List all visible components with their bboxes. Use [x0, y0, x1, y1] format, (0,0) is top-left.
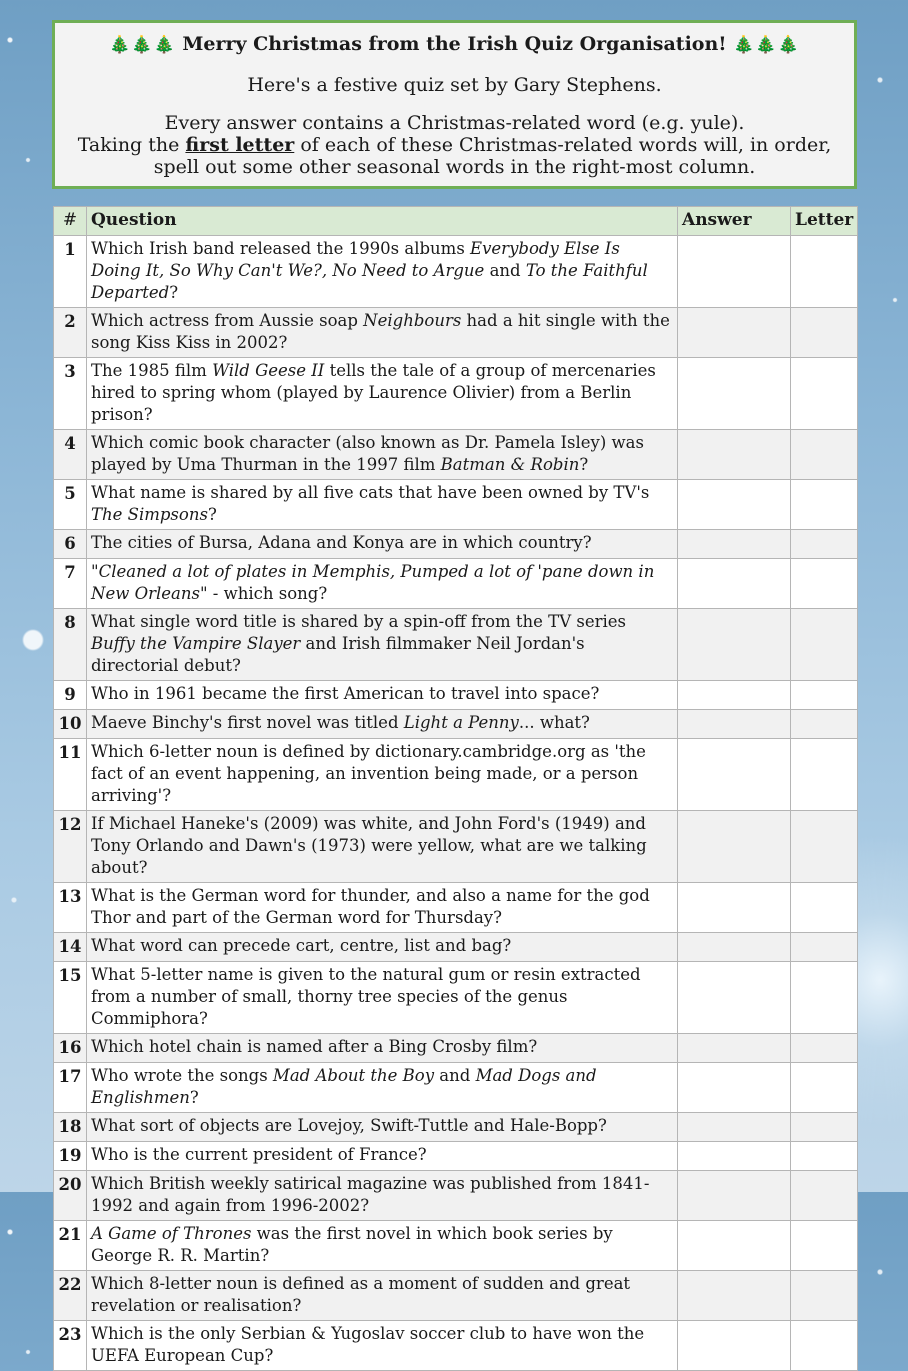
question-text	[87, 308, 678, 358]
question-title-italic: Wild Geese II	[212, 361, 325, 380]
quiz-table	[53, 206, 858, 1371]
quiz-table-body	[54, 236, 858, 1371]
question-text-segment: ... what?	[518, 713, 590, 732]
question-text	[87, 1321, 678, 1371]
answer-cell[interactable]	[678, 1171, 791, 1221]
question-text-segment: What 5-letter name is given to the natural gum or resin extracted from a number of small, thorny tree species of the genus Commiphora?	[91, 965, 641, 1028]
question-number: 4	[54, 430, 87, 480]
question-number: 6	[54, 530, 87, 559]
answer-cell[interactable]	[678, 1321, 791, 1371]
question-text-segment: Which actress from Aussie soap	[91, 311, 364, 330]
question-number: 18	[54, 1113, 87, 1142]
answer-cell[interactable]	[678, 1034, 791, 1063]
table-row	[54, 1221, 858, 1271]
question-text-segment: What sort of objects are Lovejoy, Swift-Tuttle and Hale-Bopp?	[91, 1116, 607, 1135]
question-title-italic: Batman & Robin	[440, 455, 580, 474]
answer-cell[interactable]	[678, 1063, 791, 1113]
table-row	[54, 358, 858, 430]
answer-cell[interactable]	[678, 811, 791, 883]
question-text-segment: If Michael Haneke's (2009) was white, and John Ford's (1949) and Tony Orlando and Dawn's (1973) were yellow, what are we talking about?	[91, 814, 647, 877]
answer-cell[interactable]	[678, 530, 791, 559]
letter-cell[interactable]	[791, 710, 858, 739]
question-text	[87, 430, 678, 480]
question-number: 15	[54, 962, 87, 1034]
question-number: 2	[54, 308, 87, 358]
question-number: 10	[54, 710, 87, 739]
answer-cell[interactable]	[678, 933, 791, 962]
instructions-line-2	[55, 134, 854, 178]
question-text-segment: Which Irish band released the 1990s albums	[91, 239, 471, 258]
question-text	[87, 739, 678, 811]
question-text	[87, 1063, 678, 1113]
question-number: 7	[54, 559, 87, 609]
answer-cell[interactable]	[678, 480, 791, 530]
letter-cell[interactable]	[791, 1113, 858, 1142]
table-row	[54, 1321, 858, 1371]
question-text	[87, 1221, 678, 1271]
table-row	[54, 1171, 858, 1221]
question-text-segment: and Irish filmmaker Neil Jordan's directorial debut?	[91, 634, 585, 675]
letter-cell[interactable]	[791, 811, 858, 883]
table-row	[54, 308, 858, 358]
letter-cell[interactable]	[791, 1063, 858, 1113]
instructions-text: of each of these Christmas-related words will, in order, spell out some other seasonal words in the right-most column.	[153, 134, 832, 178]
question-number: 3	[54, 358, 87, 430]
answer-cell[interactable]	[678, 1221, 791, 1271]
answer-cell[interactable]	[678, 609, 791, 681]
letter-cell[interactable]	[791, 739, 858, 811]
question-title-italic: To the Faithful Departed	[91, 261, 648, 302]
question-text-segment: Which 6-letter noun is defined by dictionary.cambridge.org as 'the fact of an event happening, an invention being made, or a person arriving'?	[91, 742, 646, 805]
table-row	[54, 681, 858, 710]
letter-cell[interactable]	[791, 883, 858, 933]
question-number: 16	[54, 1034, 87, 1063]
title-text: Merry Christmas from the Irish Quiz Organisation!	[182, 33, 727, 55]
table-row	[54, 1113, 858, 1142]
question-text	[87, 358, 678, 430]
letter-cell[interactable]	[791, 358, 858, 430]
question-text-segment: ?	[579, 455, 589, 474]
letter-cell[interactable]	[791, 530, 858, 559]
question-number: 11	[54, 739, 87, 811]
answer-cell[interactable]	[678, 308, 791, 358]
question-text	[87, 559, 678, 609]
table-row	[54, 933, 858, 962]
question-text	[87, 609, 678, 681]
quiz-instructions	[55, 112, 854, 178]
table-row	[54, 609, 858, 681]
question-number: 20	[54, 1171, 87, 1221]
first-letter-emphasis: first letter	[185, 134, 295, 156]
table-row	[54, 811, 858, 883]
letter-cell[interactable]	[791, 962, 858, 1034]
question-text	[87, 1113, 678, 1142]
question-title-italic: Buffy the Vampire Slayer	[91, 634, 301, 653]
question-text-segment: Who is the current president of France?	[91, 1145, 427, 1164]
question-text-segment: Which comic book character (also known as Dr. Pamela Isley) was played by Uma Thurman in the 1997 film	[91, 433, 644, 474]
column-header-letter: Letter	[791, 207, 858, 236]
question-text-segment: ?	[207, 505, 217, 524]
table-row	[54, 883, 858, 933]
question-number: 19	[54, 1142, 87, 1171]
quiz-intro-box	[52, 20, 857, 189]
question-text-segment: Which is the only Serbian & Yugoslav soccer club to have won the UEFA European Cup?	[91, 1324, 645, 1365]
question-text	[87, 1034, 678, 1063]
answer-cell[interactable]	[678, 1271, 791, 1321]
question-text	[87, 710, 678, 739]
question-number: 22	[54, 1271, 87, 1321]
question-number: 17	[54, 1063, 87, 1113]
question-number: 23	[54, 1321, 87, 1371]
letter-cell[interactable]	[791, 681, 858, 710]
letter-cell[interactable]	[791, 559, 858, 609]
question-text-segment: Who wrote the songs	[91, 1066, 273, 1085]
question-text	[87, 811, 678, 883]
answer-cell[interactable]	[678, 1113, 791, 1142]
question-title-italic: "Cleaned a lot of plates in Memphis, Pumped a lot of 'pane down in New Orleans"	[91, 562, 655, 603]
question-number: 21	[54, 1221, 87, 1271]
question-title-italic: The Simpsons	[91, 505, 208, 524]
question-text-segment: Which 8-letter noun is defined as a moment of sudden and great revelation or realisation?	[91, 1274, 631, 1315]
question-text-segment: Which British weekly satirical magazine was published from 1841-1992 and again from 1996-2002?	[91, 1174, 650, 1215]
letter-cell[interactable]	[791, 430, 858, 480]
answer-cell[interactable]	[678, 710, 791, 739]
question-text	[87, 933, 678, 962]
question-text	[87, 681, 678, 710]
answer-cell[interactable]	[678, 962, 791, 1034]
letter-cell[interactable]	[791, 480, 858, 530]
question-text-segment: was the first novel in which book series by George R. R. Martin?	[91, 1224, 613, 1265]
question-text-segment: Which hotel chain is named after a Bing Crosby film?	[91, 1037, 538, 1056]
question-text	[87, 883, 678, 933]
question-text	[87, 1142, 678, 1171]
question-number: 8	[54, 609, 87, 681]
table-row	[54, 236, 858, 308]
column-header-question: Question	[87, 207, 678, 236]
table-row	[54, 710, 858, 739]
question-text	[87, 480, 678, 530]
letter-cell[interactable]	[791, 1171, 858, 1221]
question-text-segment: The 1985 film	[91, 361, 213, 380]
letter-cell[interactable]	[791, 1142, 858, 1171]
answer-cell[interactable]	[678, 739, 791, 811]
table-row	[54, 530, 858, 559]
question-title-italic: Mad Dogs and Englishmen	[91, 1066, 597, 1107]
table-header-row	[54, 207, 858, 236]
table-row	[54, 739, 858, 811]
table-row	[54, 430, 858, 480]
table-row	[54, 1063, 858, 1113]
quiz-author-line: Here's a festive quiz set by Gary Stephens.	[247, 74, 662, 96]
question-text-segment: had a hit single with the song Kiss Kiss in 2002?	[91, 311, 670, 352]
letter-cell[interactable]	[791, 1221, 858, 1271]
table-row	[54, 1034, 858, 1063]
column-header-answer: Answer	[678, 207, 791, 236]
letter-cell[interactable]	[791, 933, 858, 962]
table-row	[54, 1142, 858, 1171]
instructions-text: Taking the	[77, 134, 186, 156]
answer-cell[interactable]	[678, 358, 791, 430]
table-row	[54, 962, 858, 1034]
question-text-segment: and	[484, 261, 526, 280]
question-text	[87, 236, 678, 308]
question-text-segment: ?	[189, 1088, 199, 1107]
column-header-number: #	[54, 207, 87, 236]
table-row	[54, 1271, 858, 1321]
question-text-segment: Who in 1961 became the first American to travel into space?	[91, 684, 600, 703]
answer-cell[interactable]	[678, 430, 791, 480]
question-text-segment: What is the German word for thunder, and also a name for the god Thor and part of the German word for Thursday?	[91, 886, 650, 927]
table-row	[54, 559, 858, 609]
question-text	[87, 1171, 678, 1221]
christmas-tree-icon: 🎄🎄🎄	[109, 35, 176, 55]
table-row	[54, 480, 858, 530]
answer-cell[interactable]	[678, 681, 791, 710]
question-text-segment: - which song?	[207, 584, 328, 603]
letter-cell[interactable]	[791, 1321, 858, 1371]
question-text-segment: What single word title is shared by a spin-off from the TV series	[91, 612, 626, 631]
question-number: 13	[54, 883, 87, 933]
question-text-segment: Maeve Binchy's first novel was titled	[91, 713, 404, 732]
question-text-segment: ?	[169, 283, 179, 302]
christmas-tree-icon: 🎄🎄🎄	[733, 35, 800, 55]
letter-cell[interactable]	[791, 1271, 858, 1321]
question-number: 5	[54, 480, 87, 530]
letter-cell[interactable]	[791, 308, 858, 358]
question-text	[87, 530, 678, 559]
quiz-title	[55, 33, 854, 56]
question-text-segment: What name is shared by all five cats that have been owned by TV's	[91, 483, 650, 502]
question-title-italic: Neighbours	[363, 311, 462, 330]
answer-cell[interactable]	[678, 1142, 791, 1171]
question-text-segment: What word can precede cart, centre, list and bag?	[91, 936, 512, 955]
question-number: 14	[54, 933, 87, 962]
letter-cell[interactable]	[791, 1034, 858, 1063]
answer-cell[interactable]	[678, 883, 791, 933]
letter-cell[interactable]	[791, 236, 858, 308]
question-text	[87, 962, 678, 1034]
question-text	[87, 1271, 678, 1321]
question-title-italic: Mad About the Boy	[272, 1066, 435, 1085]
question-title-italic: Everybody Else Is Doing It, So Why Can't We?, No Need to Argue	[91, 239, 620, 280]
question-text-segment: tells the tale of a group of mercenaries hired to spring whom (played by Laurence Olivier) from a Berlin prison?	[91, 361, 656, 424]
question-title-italic: Light a Penny	[403, 713, 519, 732]
question-title-italic: A Game of Thrones	[91, 1224, 252, 1243]
question-number: 9	[54, 681, 87, 710]
answer-cell[interactable]	[678, 559, 791, 609]
question-number: 12	[54, 811, 87, 883]
question-text-segment: and	[434, 1066, 476, 1085]
letter-cell[interactable]	[791, 609, 858, 681]
question-number: 1	[54, 236, 87, 308]
answer-cell[interactable]	[678, 236, 791, 308]
question-text-segment: The cities of Bursa, Adana and Konya are in which country?	[91, 533, 592, 552]
instructions-line: Every answer contains a Christmas-related word (e.g. yule).	[164, 112, 745, 134]
